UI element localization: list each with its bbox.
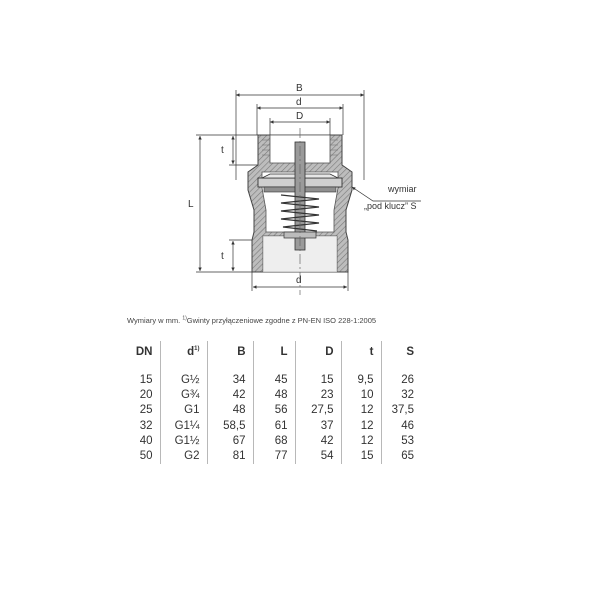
- label-B: B: [296, 83, 303, 94]
- table-cell: 32: [401, 389, 414, 402]
- table-cell: G¾: [160, 388, 207, 403]
- table-cell: 23: [295, 388, 341, 403]
- table-cell: 61: [253, 419, 295, 434]
- table-cell: 42: [207, 388, 253, 403]
- table-row: [118, 388, 421, 403]
- table-cell: 54: [295, 449, 341, 464]
- label-d-bottom: d: [296, 275, 302, 286]
- table-cell: 27,5: [295, 403, 341, 418]
- table-cell: 53: [401, 434, 414, 447]
- label-t-top: t: [221, 145, 224, 156]
- table-cell: 65: [401, 450, 414, 463]
- table-cell: 48: [253, 388, 295, 403]
- table-cell: 34: [207, 373, 253, 388]
- table-cell: G½: [160, 373, 207, 388]
- column-header: t: [341, 341, 381, 373]
- table-cell: G1½: [160, 434, 207, 449]
- label-d-top: d: [296, 97, 302, 108]
- table-cell: 12: [341, 403, 381, 418]
- column-header: D: [295, 341, 341, 373]
- dimensions-table: [118, 341, 421, 464]
- callout-line-1: wymiar: [388, 184, 417, 194]
- table-cell: 68: [253, 434, 295, 449]
- column-header: $d^{1)}$: [160, 341, 207, 373]
- table-cell: 58,5: [207, 419, 253, 434]
- dimensions-footnote: [127, 316, 376, 325]
- table-cell: 9,5: [341, 373, 381, 388]
- table-row: [118, 373, 421, 388]
- table-cell: G1¼: [160, 419, 207, 434]
- footnote-text: Gwinty przyłączeniowe zgodne z PN-EN ISO 228-1:2005: [186, 316, 377, 325]
- table-cell: 42: [295, 434, 341, 449]
- table-header-row: [118, 341, 421, 373]
- table-cell: 45: [253, 373, 295, 388]
- table-cell: 10: [341, 388, 381, 403]
- table-cell: 46: [401, 419, 414, 432]
- table-row: [118, 403, 421, 418]
- column-header: S: [406, 346, 414, 358]
- table-cell: 67: [207, 434, 253, 449]
- table-cell: 12: [341, 419, 381, 434]
- callout-line-2: „pod klucz” S: [364, 201, 417, 211]
- table-cell: 77: [253, 449, 295, 464]
- footnote-prefix: Wymiary w mm.: [127, 316, 183, 325]
- footnote-marker: 1): [182, 315, 187, 322]
- table-cell: 37: [295, 419, 341, 434]
- column-header: B: [207, 341, 253, 373]
- label-D: D: [296, 111, 304, 122]
- table-cell: 81: [207, 449, 253, 464]
- table-cell: 40: [118, 434, 160, 449]
- table-row: [118, 419, 421, 434]
- table-cell: 50: [118, 449, 160, 464]
- table-cell: 37,5: [391, 404, 414, 417]
- table-cell: 20: [118, 388, 160, 403]
- table-cell: 12: [341, 434, 381, 449]
- table-row: [118, 449, 421, 464]
- table-cell: 32: [118, 419, 160, 434]
- table-cell: 15: [295, 373, 341, 388]
- table-cell: G2: [160, 449, 207, 464]
- table-cell: 15: [118, 373, 160, 388]
- label-L: L: [188, 199, 194, 210]
- table-cell: 56: [253, 403, 295, 418]
- column-header: DN: [118, 341, 160, 373]
- table-row: [118, 434, 421, 449]
- table-cell: 25: [118, 403, 160, 418]
- table-cell: 15: [341, 449, 381, 464]
- table-cell: 26: [401, 374, 414, 386]
- column-header: L: [253, 341, 295, 373]
- label-t-bottom: t: [221, 251, 224, 262]
- table-cell: G1: [160, 403, 207, 418]
- table-cell: 48: [207, 403, 253, 418]
